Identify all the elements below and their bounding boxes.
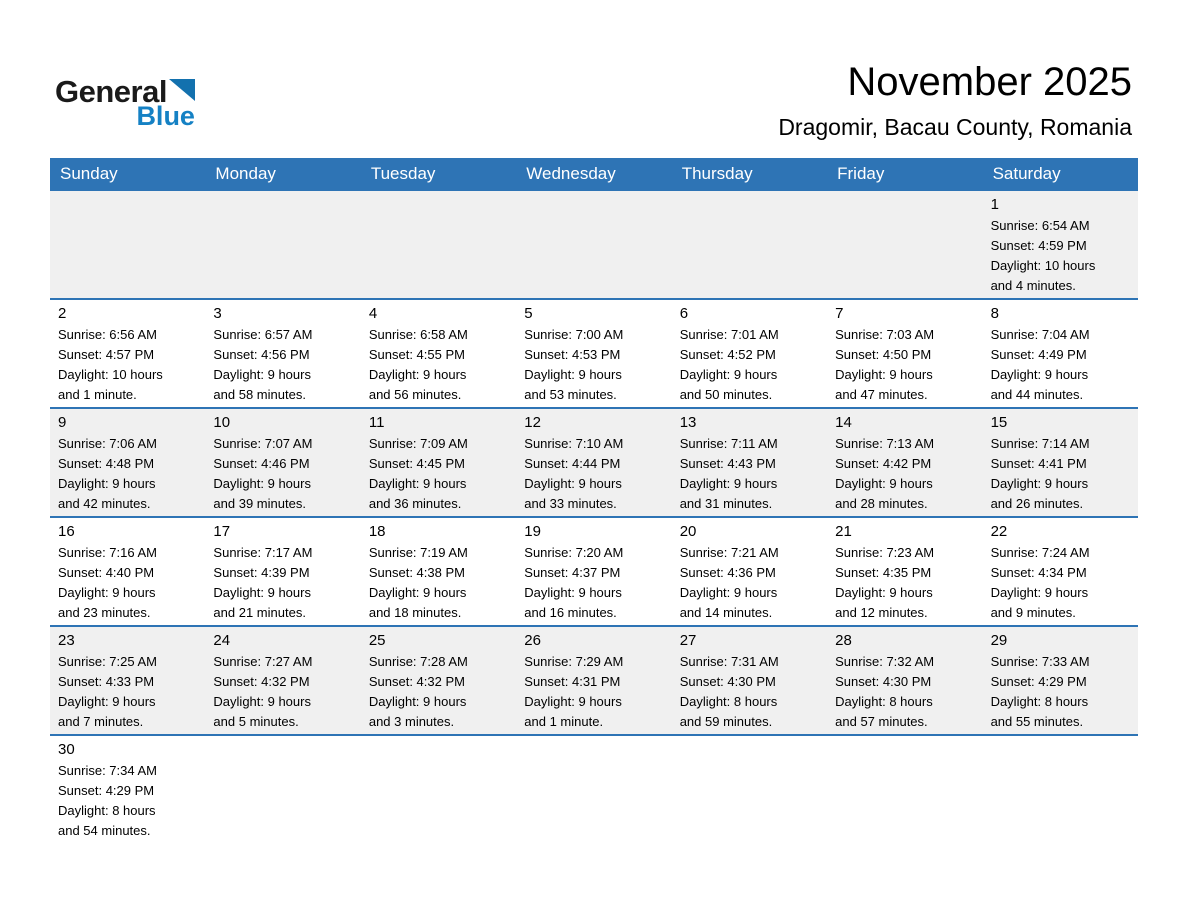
day-number: 16 (58, 523, 75, 540)
week-row-5 (50, 625, 1138, 734)
day-detail-line: Daylight: 9 hours (990, 367, 1089, 382)
calendar (50, 158, 1138, 855)
day-detail-line: Sunset: 4:52 PM (679, 347, 776, 362)
day-detail-line: Sunset: 4:44 PM (524, 456, 621, 471)
day-number: 8 (990, 305, 999, 322)
day-detail-line: Sunset: 4:35 PM (835, 565, 932, 580)
day-cell-24 (205, 627, 360, 734)
day-detail-line: Daylight: 10 hours (58, 367, 163, 382)
day-detail-line: Daylight: 9 hours (679, 367, 778, 382)
day-detail-line: and 33 minutes. (524, 496, 617, 511)
day-detail-line: Sunset: 4:48 PM (58, 456, 155, 471)
day-detail-line: Daylight: 9 hours (679, 585, 778, 600)
day-number: 29 (990, 632, 1008, 649)
day-cell-7 (827, 300, 982, 407)
day-number: 18 (368, 523, 386, 540)
day-detail-line: Sunrise: 7:31 AM (679, 654, 779, 669)
logo-triangle-icon (169, 79, 195, 101)
day-detail-line: Sunrise: 7:24 AM (990, 545, 1090, 560)
day-number: 17 (213, 523, 231, 540)
day-detail-line: and 1 minute. (58, 387, 137, 402)
day-detail-line: Sunset: 4:32 PM (213, 674, 310, 689)
day-detail-line: and 3 minutes. (368, 714, 455, 729)
day-cell-12 (516, 409, 671, 516)
day-cell-4 (361, 300, 516, 407)
weekday-tuesday: Tuesday (370, 164, 436, 183)
week-row-1 (50, 189, 1138, 298)
day-detail-line: Sunrise: 6:56 AM (58, 327, 157, 342)
day-cell-9 (50, 409, 205, 516)
day-cell-empty (672, 191, 827, 298)
day-cell-26 (516, 627, 671, 734)
day-detail-line: Sunrise: 7:09 AM (368, 436, 468, 451)
day-detail-line: and 21 minutes. (213, 605, 306, 620)
day-detail-line: Sunset: 4:29 PM (990, 674, 1087, 689)
day-detail-line: and 28 minutes. (835, 496, 928, 511)
day-detail-line: Sunrise: 7:13 AM (835, 436, 935, 451)
day-detail-line: Daylight: 9 hours (524, 476, 622, 491)
day-cell-16 (50, 518, 205, 625)
day-detail-line: Sunset: 4:45 PM (368, 456, 465, 471)
weekday-saturday: Saturday (992, 164, 1061, 183)
day-detail-line: Sunset: 4:34 PM (990, 565, 1087, 580)
weekday-sunday: Sunday (60, 164, 118, 183)
week-row-6 (50, 734, 1138, 855)
day-detail-line: Sunset: 4:53 PM (524, 347, 621, 362)
day-detail-line: Daylight: 9 hours (58, 476, 156, 491)
day-cell-empty (205, 736, 360, 855)
day-cell-empty (50, 191, 205, 298)
day-cell-empty (516, 191, 671, 298)
day-detail-line: and 56 minutes. (368, 387, 462, 402)
day-detail-line: Sunset: 4:55 PM (368, 347, 465, 362)
weekday-header-row (50, 158, 1138, 189)
day-cell-17 (205, 518, 360, 625)
day-detail-line: Daylight: 9 hours (368, 585, 467, 600)
day-detail-line: Sunrise: 7:00 AM (524, 327, 624, 342)
day-cell-20 (672, 518, 827, 625)
day-number: 23 (58, 632, 75, 649)
day-number: 14 (835, 414, 852, 431)
day-detail-line: Sunrise: 6:54 AM (990, 218, 1090, 233)
weekday-monday: Monday (215, 164, 276, 183)
day-detail-line: Sunrise: 7:23 AM (835, 545, 935, 560)
day-detail-line: and 55 minutes. (990, 714, 1084, 729)
day-detail-line: Sunset: 4:38 PM (368, 565, 465, 580)
day-number: 24 (213, 632, 231, 649)
day-detail-line: Sunrise: 7:07 AM (213, 436, 313, 451)
day-number: 15 (990, 414, 1008, 431)
day-detail-line: Sunrise: 7:27 AM (213, 654, 313, 669)
day-cell-3 (205, 300, 360, 407)
day-cell-21 (827, 518, 982, 625)
day-detail-line: Daylight: 9 hours (835, 476, 933, 491)
day-detail-line: Daylight: 10 hours (990, 258, 1096, 273)
day-cell-empty (983, 736, 1138, 855)
day-detail-line: Daylight: 9 hours (835, 585, 933, 600)
week-row-4 (50, 516, 1138, 625)
day-detail-line: Daylight: 9 hours (368, 476, 467, 491)
logo-text-general: General (55, 74, 167, 109)
day-detail-line: and 36 minutes. (368, 496, 462, 511)
day-detail-line: Sunrise: 7:20 AM (524, 545, 624, 560)
day-detail-line: Sunset: 4:32 PM (368, 674, 465, 689)
day-detail-line: and 57 minutes. (835, 714, 928, 729)
day-detail-line: Daylight: 9 hours (679, 476, 778, 491)
day-detail-line: Daylight: 8 hours (58, 803, 156, 818)
day-number: 26 (524, 632, 541, 649)
day-detail-line: and 44 minutes. (990, 387, 1084, 402)
day-detail-line: Sunrise: 7:29 AM (524, 654, 624, 669)
day-detail-line: Sunset: 4:57 PM (58, 347, 155, 362)
day-number: 28 (835, 632, 852, 649)
day-cell-15 (983, 409, 1138, 516)
day-detail-line: Daylight: 9 hours (213, 585, 311, 600)
day-detail-line: and 23 minutes. (58, 605, 151, 620)
day-number: 27 (679, 632, 697, 649)
day-detail-line: Sunset: 4:30 PM (679, 674, 776, 689)
day-number: 19 (524, 523, 541, 540)
day-cell-empty (827, 736, 982, 855)
weekday-friday: Friday (837, 164, 885, 183)
day-detail-line: Sunset: 4:42 PM (835, 456, 932, 471)
weekday-wednesday: Wednesday (526, 164, 616, 183)
day-number: 11 (368, 414, 385, 431)
general-blue-logo (55, 76, 195, 130)
day-detail-line: Daylight: 9 hours (990, 476, 1089, 491)
day-detail-line: Daylight: 9 hours (368, 367, 467, 382)
calendar-grid (50, 189, 1138, 855)
day-cell-empty (516, 736, 671, 855)
day-detail-line: Sunrise: 7:01 AM (679, 327, 779, 342)
day-detail-line: Daylight: 9 hours (213, 476, 311, 491)
day-detail-line: Daylight: 9 hours (58, 694, 156, 709)
day-number: 7 (835, 305, 844, 322)
location-subtitle: Dragomir, Bacau County, Romania (778, 114, 1132, 140)
day-detail-line: Sunset: 4:36 PM (679, 565, 776, 580)
day-cell-11 (361, 409, 516, 516)
day-cell-19 (516, 518, 671, 625)
day-number: 21 (835, 523, 852, 540)
day-number: 2 (58, 305, 67, 322)
day-detail-line: and 50 minutes. (679, 387, 773, 402)
day-detail-line: Daylight: 9 hours (524, 367, 622, 382)
day-number: 13 (679, 414, 697, 431)
day-detail-line: Sunrise: 7:14 AM (990, 436, 1090, 451)
day-cell-14 (827, 409, 982, 516)
day-detail-line: Daylight: 8 hours (679, 694, 778, 709)
day-detail-line: Sunset: 4:39 PM (213, 565, 310, 580)
day-detail-line: Daylight: 9 hours (368, 694, 467, 709)
day-detail-line: and 31 minutes. (679, 496, 773, 511)
day-detail-line: Sunset: 4:37 PM (524, 565, 621, 580)
day-detail-line: Daylight: 9 hours (58, 585, 156, 600)
day-detail-line: Sunset: 4:50 PM (835, 347, 932, 362)
day-cell-empty (205, 191, 360, 298)
day-cell-8 (983, 300, 1138, 407)
day-detail-line: Daylight: 9 hours (213, 694, 311, 709)
day-number: 30 (58, 741, 75, 758)
day-detail-line: Sunrise: 7:10 AM (524, 436, 624, 451)
day-detail-line: and 12 minutes. (835, 605, 928, 620)
day-detail-line: and 47 minutes. (835, 387, 928, 402)
day-detail-line: Sunrise: 7:16 AM (58, 545, 157, 560)
day-number: 3 (213, 305, 222, 322)
day-detail-line: Sunset: 4:40 PM (58, 565, 155, 580)
day-detail-line: and 1 minute. (524, 714, 604, 729)
day-cell-29 (983, 627, 1138, 734)
day-number: 1 (990, 196, 999, 213)
month-title: November 2025 (847, 60, 1132, 104)
day-detail-line: Sunrise: 7:03 AM (835, 327, 935, 342)
day-number: 25 (368, 632, 386, 649)
day-number: 5 (524, 305, 533, 322)
day-detail-line: Sunrise: 7:04 AM (990, 327, 1090, 342)
day-detail-line: and 18 minutes. (368, 605, 462, 620)
day-detail-line: Sunrise: 6:57 AM (213, 327, 313, 342)
day-detail-line: Daylight: 9 hours (524, 585, 622, 600)
logo-text-blue: Blue (136, 101, 195, 131)
day-detail-line: and 9 minutes. (990, 605, 1076, 620)
day-detail-line: Sunset: 4:29 PM (58, 783, 155, 798)
day-cell-1 (983, 191, 1138, 298)
day-detail-line: and 42 minutes. (58, 496, 151, 511)
day-cell-5 (516, 300, 671, 407)
day-detail-line: Sunset: 4:43 PM (679, 456, 776, 471)
day-number: 20 (679, 523, 697, 540)
day-number: 22 (990, 523, 1008, 540)
day-number: 10 (213, 414, 231, 431)
day-detail-line: Sunrise: 7:19 AM (368, 545, 468, 560)
day-cell-22 (983, 518, 1138, 625)
day-detail-line: Sunrise: 7:25 AM (58, 654, 157, 669)
day-detail-line: Sunrise: 7:34 AM (58, 763, 157, 778)
day-number: 6 (679, 305, 689, 322)
day-detail-line: Sunset: 4:33 PM (58, 674, 155, 689)
day-cell-empty (361, 736, 516, 855)
title-block (778, 60, 1132, 141)
week-row-2 (50, 298, 1138, 407)
day-number: 4 (368, 305, 378, 322)
day-detail-line: and 39 minutes. (213, 496, 306, 511)
day-detail-line: Sunset: 4:41 PM (990, 456, 1087, 471)
day-detail-line: and 5 minutes. (213, 714, 299, 729)
day-cell-2 (50, 300, 205, 407)
day-detail-line: Daylight: 8 hours (990, 694, 1089, 709)
weekday-thursday: Thursday (681, 164, 753, 183)
day-detail-line: and 16 minutes. (524, 605, 617, 620)
day-detail-line: and 7 minutes. (58, 714, 144, 729)
day-detail-line: Sunrise: 7:33 AM (990, 654, 1090, 669)
day-detail-line: and 26 minutes. (990, 496, 1084, 511)
day-cell-25 (361, 627, 516, 734)
day-cell-10 (205, 409, 360, 516)
week-row-3 (50, 407, 1138, 516)
day-detail-line: Sunrise: 7:11 AM (679, 436, 778, 451)
day-detail-line: and 59 minutes. (679, 714, 773, 729)
day-detail-line: Sunset: 4:46 PM (213, 456, 310, 471)
day-detail-line: and 53 minutes. (524, 387, 617, 402)
day-detail-line: Daylight: 9 hours (213, 367, 311, 382)
day-number: 9 (58, 414, 67, 431)
day-detail-line: Daylight: 8 hours (835, 694, 933, 709)
day-cell-30 (50, 736, 205, 855)
day-detail-line: Sunrise: 7:32 AM (835, 654, 935, 669)
day-detail-line: Sunrise: 7:28 AM (368, 654, 468, 669)
day-detail-line: Sunset: 4:56 PM (213, 347, 310, 362)
day-detail-line: Sunset: 4:59 PM (990, 238, 1087, 253)
day-cell-28 (827, 627, 982, 734)
day-detail-line: Sunset: 4:30 PM (835, 674, 932, 689)
day-detail-line: Daylight: 9 hours (524, 694, 622, 709)
day-cell-18 (361, 518, 516, 625)
day-cell-13 (672, 409, 827, 516)
day-detail-line: Sunrise: 7:17 AM (213, 545, 313, 560)
day-cell-6 (672, 300, 827, 407)
day-cell-empty (672, 736, 827, 855)
day-detail-line: Sunrise: 7:06 AM (58, 436, 157, 451)
day-detail-line: Daylight: 9 hours (835, 367, 933, 382)
day-detail-line: and 54 minutes. (58, 823, 151, 838)
day-cell-27 (672, 627, 827, 734)
day-detail-line: and 58 minutes. (213, 387, 306, 402)
day-number: 12 (524, 414, 541, 431)
day-detail-line: Sunset: 4:49 PM (990, 347, 1087, 362)
day-cell-empty (827, 191, 982, 298)
day-detail-line: Sunrise: 7:21 AM (679, 545, 779, 560)
day-cell-23 (50, 627, 205, 734)
day-detail-line: Daylight: 9 hours (990, 585, 1089, 600)
day-detail-line: and 4 minutes. (990, 278, 1076, 293)
day-cell-empty (361, 191, 516, 298)
day-detail-line: Sunset: 4:31 PM (524, 674, 621, 689)
day-detail-line: and 14 minutes. (679, 605, 773, 620)
day-detail-line: Sunrise: 6:58 AM (368, 327, 468, 342)
